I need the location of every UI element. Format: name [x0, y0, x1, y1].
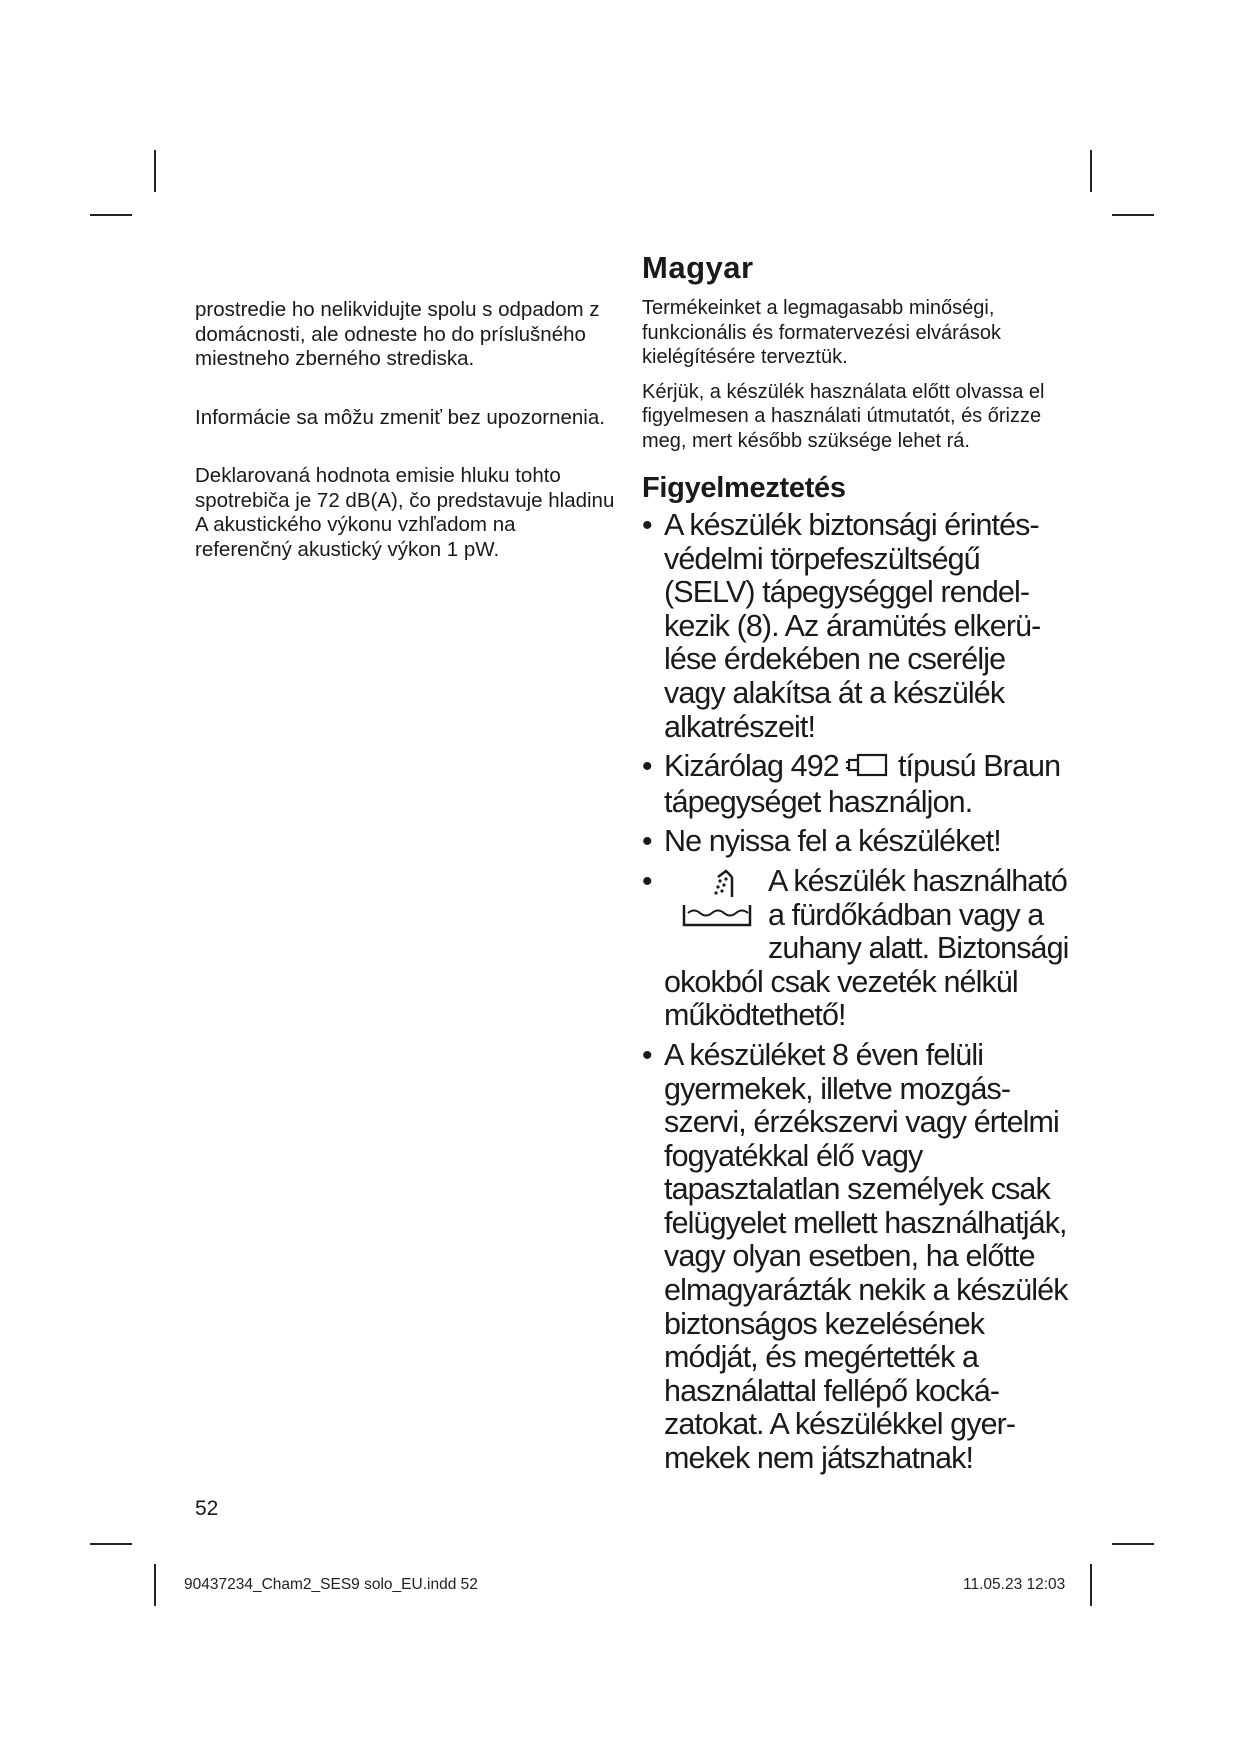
warning-item-do-not-open — [642, 825, 1072, 859]
change-notice-paragraph: Informácie sa môžu zmeniť bez upozornenia. — [195, 405, 605, 429]
crop-mark-top-right-horizontal — [1112, 214, 1154, 216]
footer-datetime: 11.05.23 12:03 — [963, 1576, 1066, 1593]
warning-list — [642, 509, 1072, 1476]
warning-text: A készüléket 8 éven felüli gyermekek, illetve mozgásszervi, érzékszervi vagy értelmi fogyatékkal élő vagy tapasztalatlan személyek csak felügyelet mellett használhatják, vagy olyan esetben, ha előtte elmagyarázták nekik a készülék biztonságos kezelésének módját, és megértették a használattal fellépő kockázatokat. A készülékkel gyermekek nem játszhatnak! — [664, 1037, 1068, 1476]
warning-text: Ne nyissa fel a készüléket! — [664, 824, 1001, 859]
warning-item-bath — [642, 865, 1072, 1033]
bath-shower-icon — [678, 867, 760, 933]
crop-mark-top-left-horizontal — [90, 214, 132, 216]
crop-mark-bottom-right-vertical — [1090, 1564, 1092, 1606]
crop-mark-bottom-left-horizontal — [90, 1543, 132, 1545]
language-heading: Magyar — [642, 250, 754, 285]
crop-mark-top-left-vertical — [154, 150, 156, 192]
power-plug-icon — [846, 752, 890, 786]
intro-paragraph-2: Kérjük, a készülék használata előtt olvassa el figyelmesen a használati útmutatót, és őrizze meg, mert később szüksége lehet rá. — [642, 380, 1045, 452]
warning-text: A készülék használható a fürdőkádban vagy a zuhany alatt. Biztonsági okokból csak vezeték nélkül működtethető! — [664, 863, 1069, 1033]
page-number: 52 — [195, 1497, 219, 1520]
warning-text-before: Kizárólag 492 — [664, 749, 839, 784]
warning-text: A készülék biztonsági érintésvédelmi törpefeszültségű (SELV) tápegységgel rendelkezik (8). Az áramütés elkerülése érdekében ne cserélje vagy alakítsa át a készülék alkatrészeit! — [664, 508, 1042, 744]
left-column — [195, 298, 615, 562]
crop-mark-bottom-left-vertical — [154, 1564, 156, 1606]
noise-emission-paragraph: Deklarovaná hodnota emisie hluku tohto spotrebiča je 72 dB(A), čo predstavuje hladinu A akustického výkonu vzhľadom na referenčný akustický výkon 1 pW. — [195, 464, 615, 561]
warning-item-power-supply — [642, 750, 1072, 819]
warning-item-children — [642, 1039, 1072, 1476]
bullet: • — [642, 509, 652, 542]
crop-mark-top-right-vertical — [1090, 150, 1092, 192]
footer-file-info: 90437234_Cham2_SES9 solo_EU.indd 52 — [184, 1576, 478, 1593]
bullet: • — [642, 750, 652, 784]
warning-heading: Figyelmeztetés — [642, 472, 846, 504]
warning-item-selv — [642, 509, 1072, 744]
warning-text-after: típusú Braun tápegységet használjon. — [664, 749, 1061, 819]
intro-paragraph-1: Termékeinket a legmagasabb minőségi, funkcionális és formatervezési elvárások kielégítésére terveztük. — [642, 297, 1002, 368]
bullet: • — [642, 825, 652, 859]
bullet: • — [642, 1038, 652, 1072]
right-column — [642, 250, 1072, 1482]
crop-mark-bottom-right-horizontal — [1112, 1543, 1154, 1545]
bullet: • — [642, 864, 652, 898]
disposal-paragraph: prostredie ho nelikvidujte spolu s odpadom z domácnosti, ale odneste ho do príslušného miestneho zberného strediska. — [195, 298, 600, 370]
